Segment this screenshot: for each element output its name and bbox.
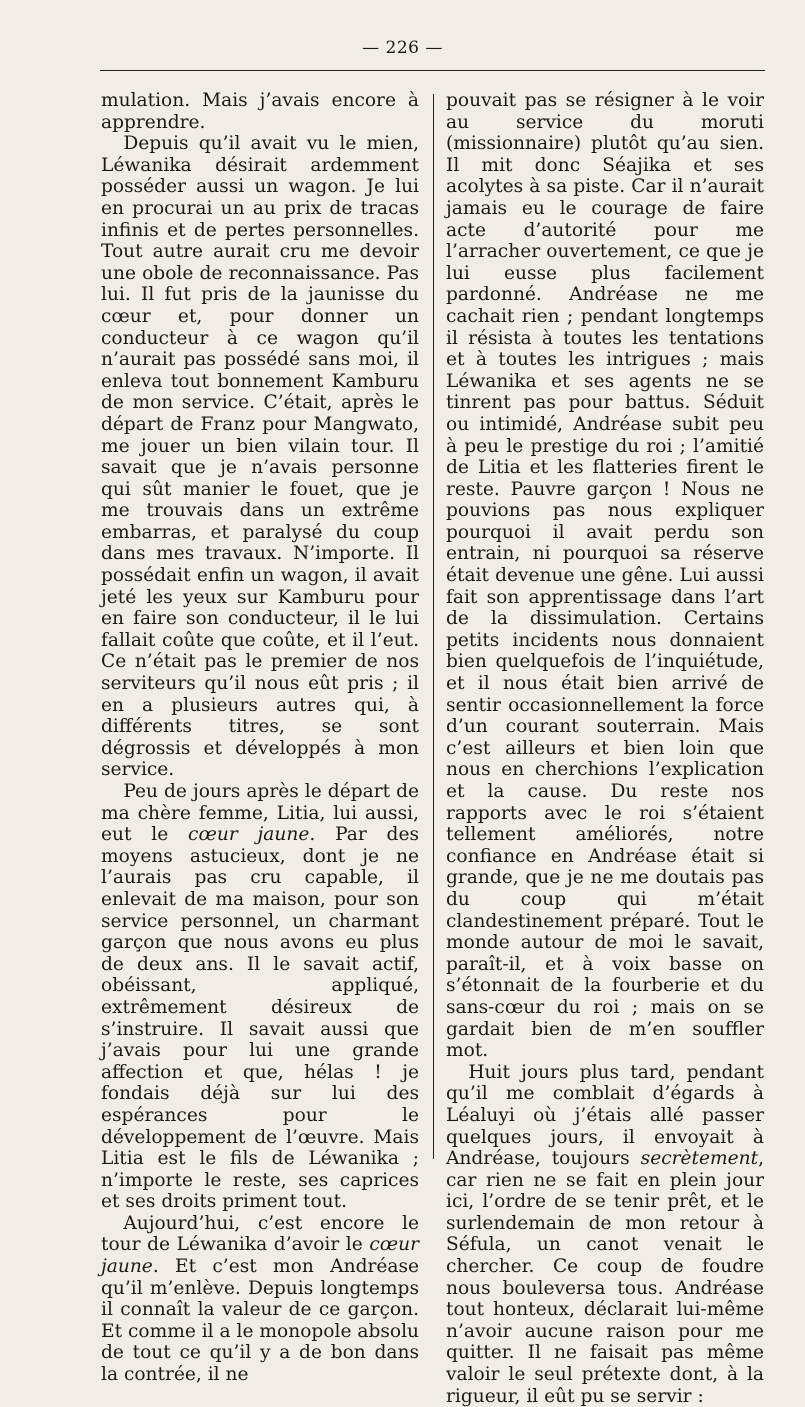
left-column [101,90,419,1386]
paragraph [446,1062,764,1407]
paragraph-text: pouvait pas se résigner à le voir au service du moruti (missionnaire) plutôt qu’au sien. Il mit donc Séajika et ses acolytes à sa piste. Car il n’aurait jamais eu le courage de faire acte d’autorité pour me l’arracher ouvertement, ce que je lui eusse plus facilement pardonné. Andréase ne me cachait rien ; pendant longtemps il résista à toutes les tentations et à toutes les intrigues ; mais Léwanika et ses agents ne se tinrent pas pour battus. Séduit ou intimidé, Andréase subit peu à peu le prestige du roi ; l’amitié de Litia et les flatteries firent le reste. Pauvre garçon ! Nous ne pouvions pas nous expliquer pourquoi il avait perdu son entrain, ni pourquoi sa réserve était devenue une gêne. Lui aussi fait son apprentissage dans l’art de la dissimulation. Certains petits incidents nous donnaient bien quelquefois de l’inquiétude, et il nous était bien arrivé de sentir occasionnellement la force d’un courant souterrain. Mais c’est ailleurs et bien loin que nous en cherchions l’explication et la cause. Du reste nos rapports avec le roi s’étaient tellement améliorés, notre confiance en Andréase était si grande, que je ne me doutais pas du coup qui m’était clandestinement préparé. Tout le monde autour de moi le savait, paraît-il, et à voix basse on s’étonnait de la fourberie et du sans-cœur du roi ; mais on se gardait bien de m’en souffler mot. [446,90,764,1062]
paragraph-text: Peu de jours après le départ de ma chère femme, Litia, lui aussi, eut le [101,781,419,846]
header-rule [100,70,765,71]
paragraph-text: Huit jours plus tard, pendant qu’il me comblait d’égards à Léaluyi où j’étais allé passer quelques jours, il envoyait à Andréase, toujours [446,1061,764,1170]
italic-text: cœur jaune [188,824,310,846]
italic-text: secrètement [640,1148,759,1170]
paragraph-text: . Et c’est mon Andréase qu’il m’enlève. Depuis longtemps il connaît la valeur de ce garçon. Et comme il a le monopole absolu de tout ce qu’il y a de bon dans la contrée, il ne [101,1256,420,1386]
paragraph-text: . Par des moyens astucieux, dont je ne l’aurais pas cru capable, il enlevait de ma maison, pour son service personnel, un charmant garçon que nous avons eu plus de deux ans. Il le savait actif, obéissant, appliqué, extrêmement désireux de s’instruire. Il savait aussi que j’avais pour lui une grande affection et que, hélas ! je fondais déjà sur lui des espérances pour le développement de l’œuvre. Mais Litia est le fils de Léwanika ; n’importe le reste, ses caprices et ses droits priment tout. [101,824,419,1213]
paragraph [101,133,419,781]
paragraph [446,90,764,1062]
paragraph [101,90,419,133]
paragraph [101,781,419,1213]
column-divider [433,94,434,1159]
paragraph [101,1213,419,1386]
italic-text: cœur jaune [101,1234,419,1278]
paragraph-text: , car rien ne se fait en plein jour ici, l’ordre de se tenir prêt, et le surlendemain de mon retour à Séfula, un canot venait le chercher. Ce coup de foudre nous bouleversa tous. Andréase tout honteux, déclarait lui-même n’avoir aucune raison pour me quitter. Il ne faisait pas même valoir le seul prétexte dont, à la rigueur, il eût pu se servir : [446,1148,764,1407]
paragraph-text: Aujourd’hui, c’est encore le tour de Léwanika d’avoir le [101,1212,419,1256]
paragraph-text: Depuis qu’il avait vu le mien, Léwanika désirait ardemment posséder aussi un wagon. Je lui en procurai un au prix de tracas infinis et de pertes personnelles. Tout autre aurait cru me devoir une obole de reconnaissance. Pas lui. Il fut pris de la jaunisse du cœur et, pour donner un conducteur à ce wagon qu’il n’aurait pas possédé sans moi, il enleva tout bonnement Kamburu de mon service. C’était, après le départ de Franz pour Mangwato, me jouer un bien vilain tour. Il savait que je n’avais personne qui sût manier le fouet, que je me trouvais dans un extrême embarras, et paralysé du coup dans mes travaux. N’importe. Il possédait enfin un wagon, il avait jeté les yeux sur Kamburu pour en faire son conducteur, il le lui fallait coûte que coûte, et il l’eut. Ce n’était pas le premier de nos serviteurs qu’il nous eût pris ; il en a plusieurs autres qui, à différents titres, se sont dégrossis et développés à mon service. [101,133,419,781]
page-number: — 226 — [362,38,443,58]
paragraph-text: mulation. Mais j’avais encore à apprendre. [101,90,419,133]
right-column [446,90,764,1407]
